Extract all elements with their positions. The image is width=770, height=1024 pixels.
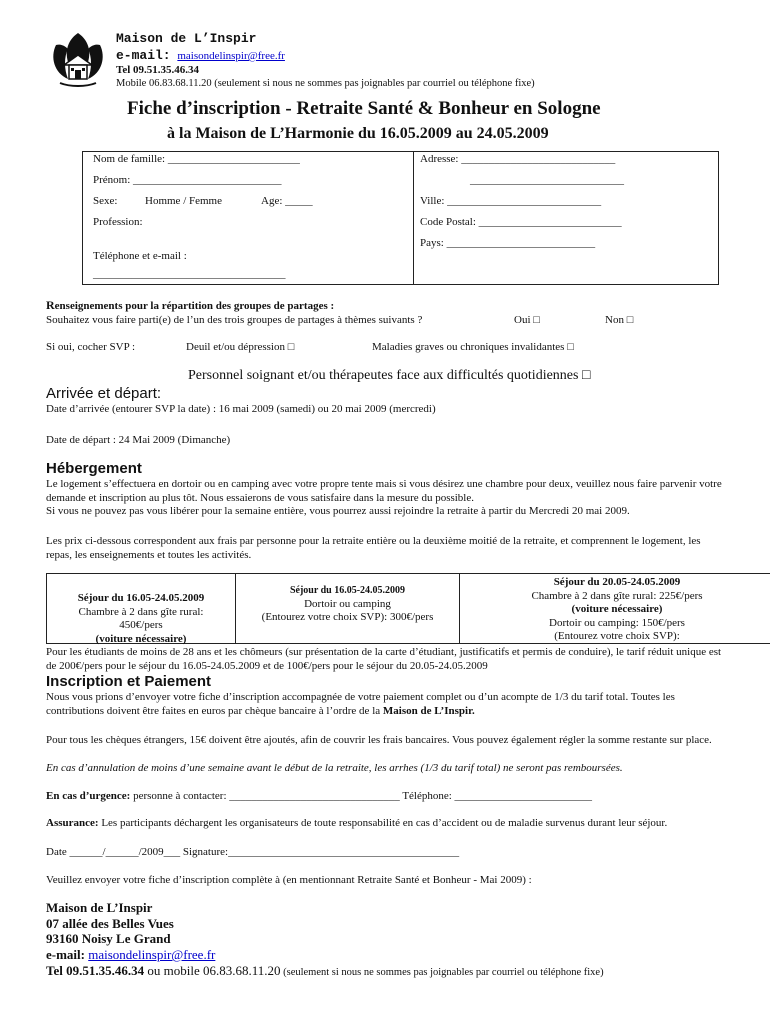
tarif-reduit: Pour les étudiants de moins de 28 ans et les chômeurs (sur présentation de la carte d’étudiant, justificatifs et permis de conduire), le tarif réduit unique est de 200€/pers pour le séjour du 16.05-24.05.2009 et de 100€/pers pour le séjour du 20.05-24.05.2009: [46, 646, 722, 672]
hebergement-p3: Les prix ci-dessous correspondent aux frais par personne pour la retraite entière ou la deuxième moitié de la retraite, et comprennent le logement, les repas, les enseignements et toutes les activités.: [46, 535, 701, 561]
arrivee-text: Date d’arrivée (entourer SVP la date) : 16 mai 2009 (samedi) ou 20 mai 2009 (mercredi): [46, 403, 436, 415]
ville-field[interactable]: Ville: ____________________________: [420, 195, 602, 207]
tarif-col-1-note: (voiture nécessaire): [95, 632, 187, 645]
tarif-col-1-line: Chambre à 2 dans gîte rural:: [78, 605, 204, 618]
address-tel-mobile: ou mobile 06.83.68.11.20: [144, 963, 281, 978]
address-tel-number: Tel 09.51.35.46.34: [46, 963, 145, 978]
adresse-field-2[interactable]: ____________________________: [470, 174, 624, 186]
oui-checkbox[interactable]: Oui □: [514, 314, 540, 326]
age-field[interactable]: Age: _____: [261, 195, 313, 207]
adresse-field[interactable]: Adresse: ____________________________: [420, 153, 616, 165]
urgence-line[interactable]: En cas d’urgence: personne à contacter: _______________________________ Téléphone: _________________________: [46, 790, 593, 802]
tarif-col-1-price: 450€/pers: [119, 619, 163, 631]
hebergement-p2: Si vous ne pouvez pas vous libérer pour la semaine entière, vous pourrez aussi rejoindre la retraite à partir du Mercredi 20 mai 2009.: [46, 505, 630, 517]
page-subtitle: à la Maison de L’Harmonie du 16.05.2009 au 24.05.2009: [167, 125, 549, 142]
si-oui-label: Si oui, cocher SVP :: [46, 341, 136, 353]
groupes-heading: Renseignements pour la répartition des groupes de partages :: [46, 298, 335, 312]
tarif-col-2: [235, 574, 459, 643]
address-email-label: e-mail:: [46, 947, 89, 962]
tarif-col-3-note: (voiture nécessaire): [571, 603, 663, 615]
header-tel: Tel 09.51.35.46.34: [116, 64, 200, 76]
page-title: Fiche d’inscription - Retraite Santé & Bonheur en Sologne: [127, 98, 601, 119]
arrivee-heading: Arrivée et départ:: [46, 385, 162, 402]
header-mobile: Mobile 06.83.68.11.20 (seulement si nous ne sommes pas joignables par courriel ou téléphone fixe): [116, 78, 535, 89]
assurance-text: Assurance: Les participants déchargent les organisateurs de toute responsabilité en cas d’accident ou de maladie survenus durant leur séjour.: [46, 817, 668, 829]
tarif-col-3: [459, 574, 770, 643]
tarif-col-3-title: Séjour du 20.05-24.05.2009: [553, 576, 681, 588]
tarif-col-1-title: Séjour du 16.05-24.05.2009: [77, 592, 205, 604]
depart-text: Date de départ : 24 Mai 2009 (Dimanche): [46, 434, 231, 446]
prenom-field[interactable]: Prénom: ___________________________: [93, 174, 282, 186]
personal-info-form: [82, 151, 719, 285]
inscription-heading: Inscription et Paiement: [46, 673, 212, 690]
address-line-2: 07 allée des Belles Vues: [46, 916, 174, 931]
form-divider: [413, 152, 414, 284]
tarif-col-2-price[interactable]: (Entourez votre choix SVP): 300€/pers: [261, 611, 434, 623]
annulation-note: En cas d’annulation de moins d’une semaine avant le début de la retraite, les arrhes (1/3 du tarif total) ne seront pas remboursées.: [46, 762, 623, 774]
tarifs-table: [46, 573, 770, 644]
groupes-question: Souhaitez vous faire parti(e) de l’un des trois groupes de partages à thèmes suivants ?: [46, 314, 423, 326]
address-line-1: Maison de L’Inspir: [46, 900, 153, 915]
personnel-checkbox[interactable]: Personnel soignant et/ou thérapeutes face aux difficultés quotidiennes □: [188, 368, 591, 383]
telephone-field[interactable]: ___________________________________: [93, 268, 286, 280]
lotus-house-logo: [46, 27, 110, 91]
tarif-col-2-title: Séjour du 16.05-24.05.2009: [289, 585, 406, 596]
profession-field[interactable]: Profession:: [93, 216, 143, 228]
email-label: e-mail:: [116, 48, 171, 63]
deuil-checkbox[interactable]: Deuil et/ou dépression □: [186, 341, 295, 353]
hebergement-heading: Hébergement: [46, 460, 142, 477]
address-line-3: 93160 Noisy Le Grand: [46, 931, 171, 946]
non-checkbox[interactable]: Non □: [605, 314, 634, 326]
pays-field[interactable]: Pays: ___________________________: [420, 237, 596, 249]
org-name: Maison de L’Inspir: [116, 31, 257, 46]
tarif-col-3-choice[interactable]: (Entourez votre choix SVP):: [554, 630, 680, 642]
nom-field[interactable]: Nom de famille: ________________________: [93, 153, 300, 165]
address-tel: [46, 963, 604, 979]
telephone-label: Téléphone et e-mail :: [93, 250, 187, 262]
inscription-p1: Nous vous prions d’envoyer votre fiche d’inscription accompagnée de votre paiement complet ou d’un acompte de 1/3 du tarif total. Toutes les contributions doivent être faites en euros par chèque bancaire à l’ordre de la Maison de L’Inspir.: [46, 691, 675, 717]
tarif-col-2-line: Dortoir ou camping: [304, 597, 391, 610]
address-email: [46, 947, 215, 963]
hebergement-p1: Le logement s’effectuera en dortoir ou en camping avec votre propre tente mais si vous désirez une chambre pour deux, veuillez nous faire parvenir votre demande et inscription au plus tôt. Nous essaierons de vous satisfaire dans la mesure du possible.: [46, 478, 722, 504]
date-signature-line[interactable]: Date ______/______/2009___ Signature:__________________________________________: [46, 846, 460, 858]
sexe-options[interactable]: Homme / Femme: [145, 195, 222, 207]
header-email: [116, 48, 285, 63]
envoyer-text: Veuillez envoyer votre fiche d’inscription complète à (en mentionnant Retraite Santé et Bonheur - Mai 2009) :: [46, 874, 532, 886]
email-link[interactable]: maisondelinspir@free.fr: [177, 50, 285, 62]
code-postal-field[interactable]: Code Postal: __________________________: [420, 216, 622, 228]
tarif-col-3-line: Chambre à 2 dans gîte rural: 225€/pers: [531, 589, 703, 602]
maladies-checkbox[interactable]: Maladies graves ou chroniques invalidantes □: [372, 341, 574, 353]
address-email-link[interactable]: maisondelinspir@free.fr: [88, 947, 216, 962]
tarif-col-1: [47, 574, 235, 643]
tarif-col-3-price: Dortoir ou camping: 150€/pers: [549, 616, 685, 629]
address-tel-note: (seulement si nous ne sommes pas joignables par courriel ou téléphone fixe): [280, 967, 604, 978]
inscription-p2: Pour tous les chèques étrangers, 15€ doivent être ajoutés, afin de couvrir les frais bancaires. Vous pouvez également régler la somme restante sur place.: [46, 734, 712, 746]
sexe-label: Sexe:: [93, 195, 118, 207]
